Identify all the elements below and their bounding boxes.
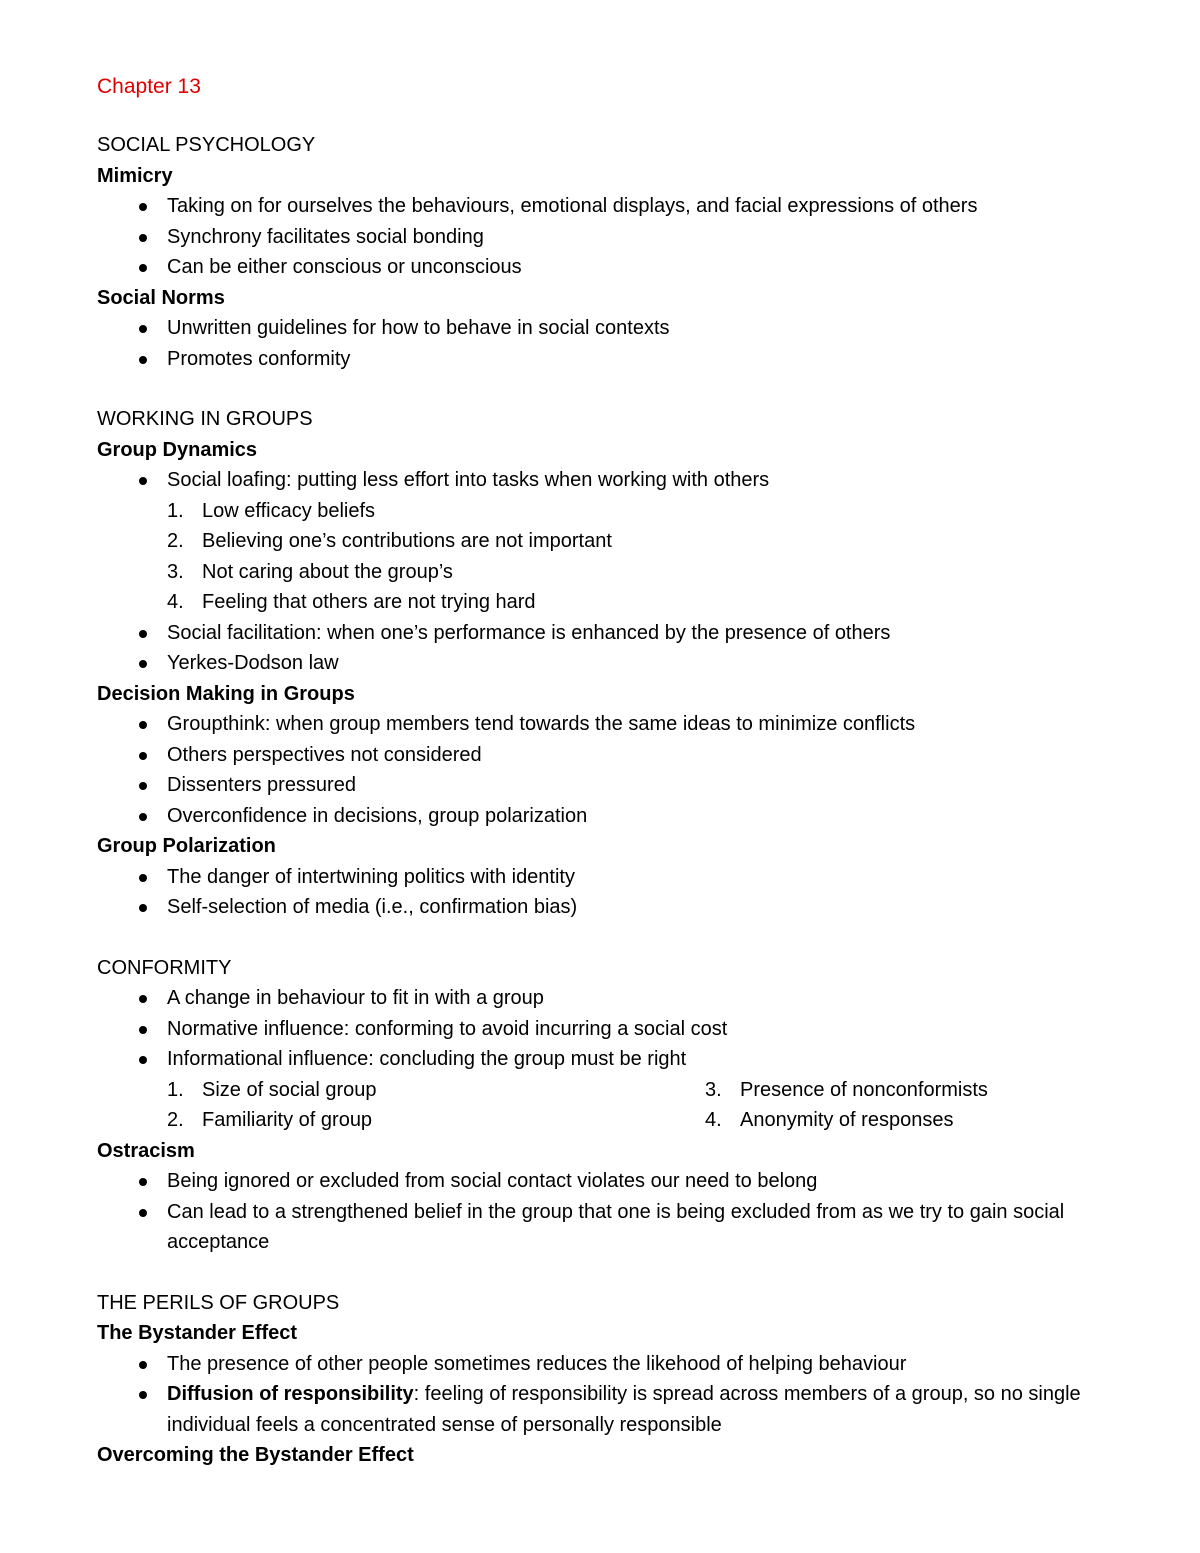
section-heading-perils-of-groups: THE PERILS OF GROUPS: [97, 1291, 340, 1314]
term-diffusion-of-responsibility: Diffusion of responsibility: [167, 1383, 414, 1405]
item-number: 2.: [167, 1109, 184, 1131]
item-number: 1.: [167, 499, 184, 522]
item-number: 3.: [705, 1078, 722, 1101]
list-item: Social loafing: putting less effort into tasks when working with others: [97, 465, 1117, 496]
list-item: Overconfidence in decisions, group polarization: [97, 801, 1117, 832]
list-item: Others perspectives not considered: [97, 740, 1117, 771]
spacer: [97, 1258, 1117, 1288]
item-text: Low efficacy beliefs: [202, 499, 376, 522]
item-number: 3.: [167, 560, 184, 583]
list-item: Can lead to a strengthened belief in the group that one is being excluded from as we try to gain social acceptance: [97, 1197, 1117, 1258]
item-number: 4.: [167, 591, 184, 613]
item-text: Not caring about the group’s: [202, 560, 453, 583]
list-item: Yerkes-Dodson law: [97, 648, 1117, 679]
document-page: [97, 72, 1117, 1471]
list-item: Can be either conscious or unconscious: [97, 252, 1117, 283]
item-number: 4.: [705, 1109, 722, 1131]
list-item: The presence of other people sometimes reduces the likehood of helping behaviour: [97, 1349, 1117, 1380]
chapter-title: Chapter 13: [97, 75, 201, 98]
subheading-group-dynamics: Group Dynamics: [97, 438, 258, 461]
section-heading-conformity: CONFORMITY: [97, 956, 232, 979]
list-item: Being ignored or excluded from social contact violates our need to belong: [97, 1166, 1117, 1197]
list-item: [97, 1379, 1117, 1440]
subheading-decision-making: Decision Making in Groups: [97, 682, 355, 705]
list-item: Unwritten guidelines for how to behave in social contexts: [97, 313, 1117, 344]
list-item: Synchrony facilitates social bonding: [97, 222, 1117, 253]
item-number: 2.: [167, 530, 184, 552]
numbered-row: [97, 1075, 1117, 1106]
spacer: [97, 374, 1117, 404]
item-text: Anonymity of responses: [740, 1109, 954, 1131]
spacer: [97, 923, 1117, 953]
subheading-overcoming-bystander: Overcoming the Bystander Effect: [97, 1444, 414, 1466]
item-number: 1.: [167, 1078, 184, 1101]
item-text: Size of social group: [202, 1078, 377, 1101]
list-item: Promotes conformity: [97, 344, 1117, 375]
term-definition: : feeling of responsibility is spread across members of a group, so no single individual feels a concentrated sense of personally responsible: [167, 1383, 1081, 1436]
numbered-item: [97, 557, 1117, 588]
numbered-item: [97, 587, 1117, 618]
list-item: Informational influence: concluding the group must be right: [97, 1044, 1117, 1075]
item-text: Believing one’s contributions are not important: [202, 530, 612, 552]
list-item: The danger of intertwining politics with identity: [97, 862, 1117, 893]
item-text: Presence of nonconformists: [740, 1078, 988, 1101]
subheading-group-polarization: Group Polarization: [97, 835, 276, 857]
list-item: Dissenters pressured: [97, 770, 1117, 801]
list-item: A change in behaviour to fit in with a group: [97, 983, 1117, 1014]
numbered-item: [705, 1105, 953, 1136]
list-item: Self-selection of media (i.e., confirmation bias): [97, 892, 1117, 923]
numbered-item: [97, 526, 1117, 557]
list-item: Taking on for ourselves the behaviours, emotional displays, and facial expressions of others: [97, 191, 1117, 222]
subheading-bystander-effect: The Bystander Effect: [97, 1322, 298, 1344]
list-item: Normative influence: conforming to avoid incurring a social cost: [97, 1014, 1117, 1045]
numbered-item: [167, 1105, 705, 1136]
subheading-social-norms: Social Norms: [97, 286, 225, 309]
subheading-ostracism: Ostracism: [97, 1139, 195, 1162]
section-heading-working-in-groups: WORKING IN GROUPS: [97, 408, 313, 430]
item-text: Feeling that others are not trying hard: [202, 591, 536, 613]
numbered-item: [167, 1075, 705, 1106]
section-heading-social-psychology: SOCIAL PSYCHOLOGY: [97, 134, 316, 156]
numbered-item: [97, 496, 1117, 527]
numbered-item: [705, 1075, 988, 1106]
subheading-mimicry: Mimicry: [97, 164, 173, 187]
numbered-row: [97, 1105, 1117, 1136]
list-item: Groupthink: when group members tend towards the same ideas to minimize conflicts: [97, 709, 1117, 740]
item-text: Familiarity of group: [202, 1109, 373, 1131]
list-item: Social facilitation: when one’s performance is enhanced by the presence of others: [97, 618, 1117, 649]
